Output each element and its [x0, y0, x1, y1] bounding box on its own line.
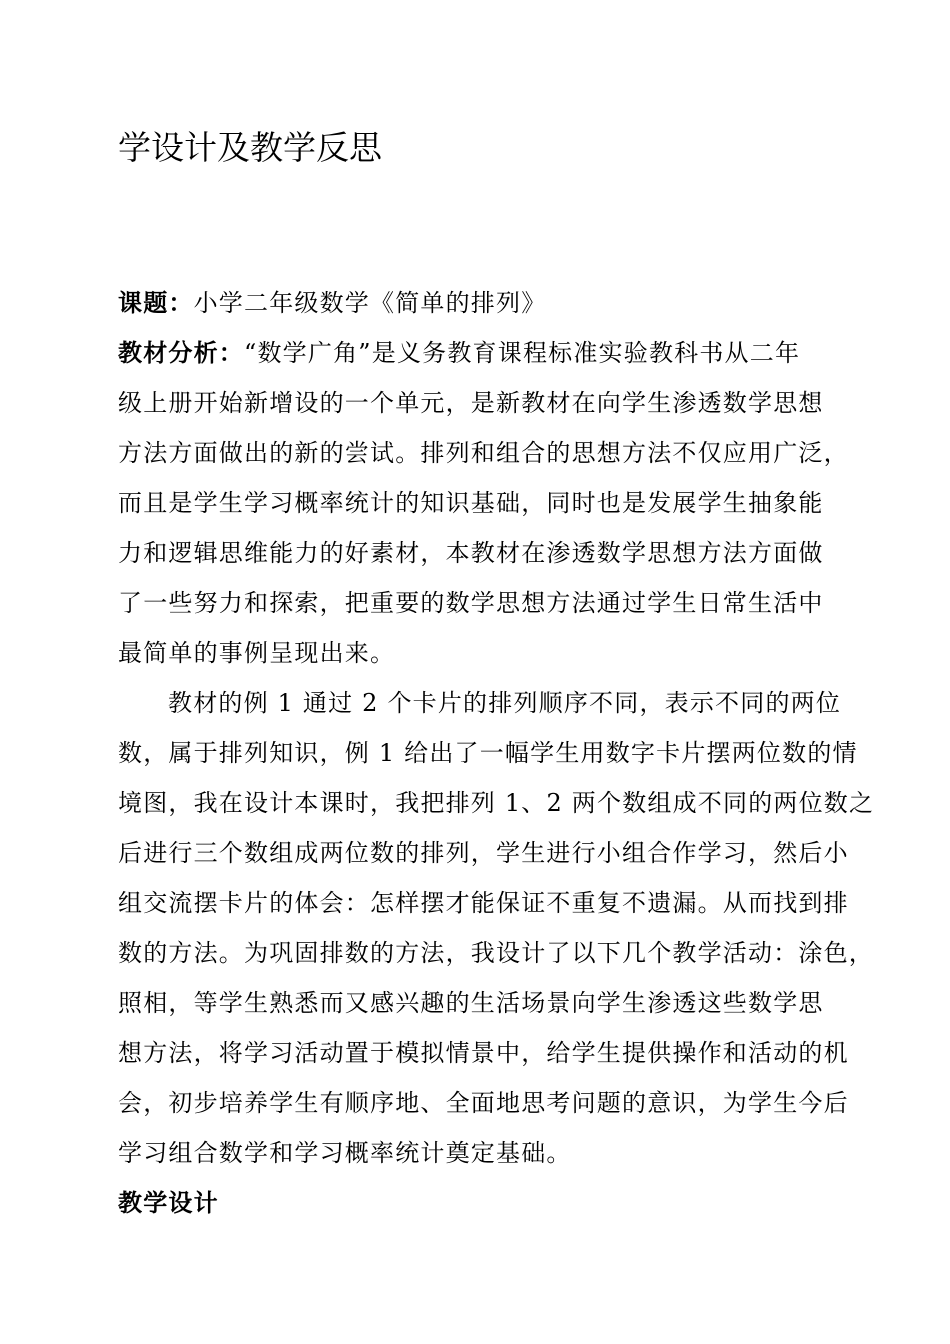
paragraph-line: 会，初步培养学生有顺序地、全面地思考问题的意识，为学生今后	[118, 1089, 849, 1117]
analysis-line: 而且是学生学习概率统计的知识基础，同时也是发展学生抽象能	[118, 489, 824, 517]
paragraph-line: 境图，我在设计本课时，我把排列 1、2 两个数组成不同的两位数之	[118, 789, 875, 817]
paragraph-line: 组交流摆卡片的体会：怎样摆才能保证不重复不遗漏。从而找到排	[118, 889, 849, 917]
paragraph-line: 想方法，将学习活动置于模拟情景中，给学生提供操作和活动的机	[118, 1039, 849, 1067]
topic-line	[118, 278, 838, 328]
analysis-text: “数学广角”是义务教育课程标准实验教科书从二年	[244, 339, 801, 367]
paragraph-line: 后进行三个数组成两位数的排列，学生进行小组合作学习，然后小	[118, 839, 849, 867]
analysis-line: 力和逻辑思维能力的好素材，本教材在渗透数学思想方法方面做	[118, 539, 824, 567]
paragraph-line: 学习组合数学和学习概率统计奠定基础。	[118, 1139, 572, 1167]
section-heading: 教学设计	[118, 1189, 219, 1217]
paragraph-line: 数的方法。为巩固排数的方法，我设计了以下几个教学活动：涂色，	[118, 939, 874, 967]
analysis-paragraph	[118, 328, 849, 678]
example-paragraph	[118, 678, 875, 1178]
analysis-line: 最简单的事例呈现出来。	[118, 639, 396, 667]
topic-label: 课题：	[118, 289, 194, 317]
paragraph-line: 数，属于排列知识，例 1 给出了一幅学生用数字卡片摆两位数的情	[118, 739, 858, 767]
analysis-line: 方法方面做出的新的尝试。排列和组合的思想方法不仅应用广泛，	[118, 439, 849, 467]
paragraph-line: 照相，等学生熟悉而又感兴趣的生活场景向学生渗透这些数学思	[118, 989, 824, 1017]
analysis-label: 教材分析：	[118, 339, 244, 367]
analysis-line: 了一些努力和探索，把重要的数学思想方法通过学生日常生活中	[118, 589, 824, 617]
analysis-line: 级上册开始新增设的一个单元，是新教材在向学生渗透数学思想	[118, 389, 824, 417]
paragraph-line: 教材的例 1 通过 2 个卡片的排列顺序不同，表示不同的两位	[168, 689, 842, 717]
document-body	[118, 278, 875, 1228]
topic-text: 小学二年级数学《简单的排列》	[193, 289, 547, 317]
document-title: 学设计及教学反思	[118, 128, 382, 167]
analysis-line	[118, 328, 838, 378]
